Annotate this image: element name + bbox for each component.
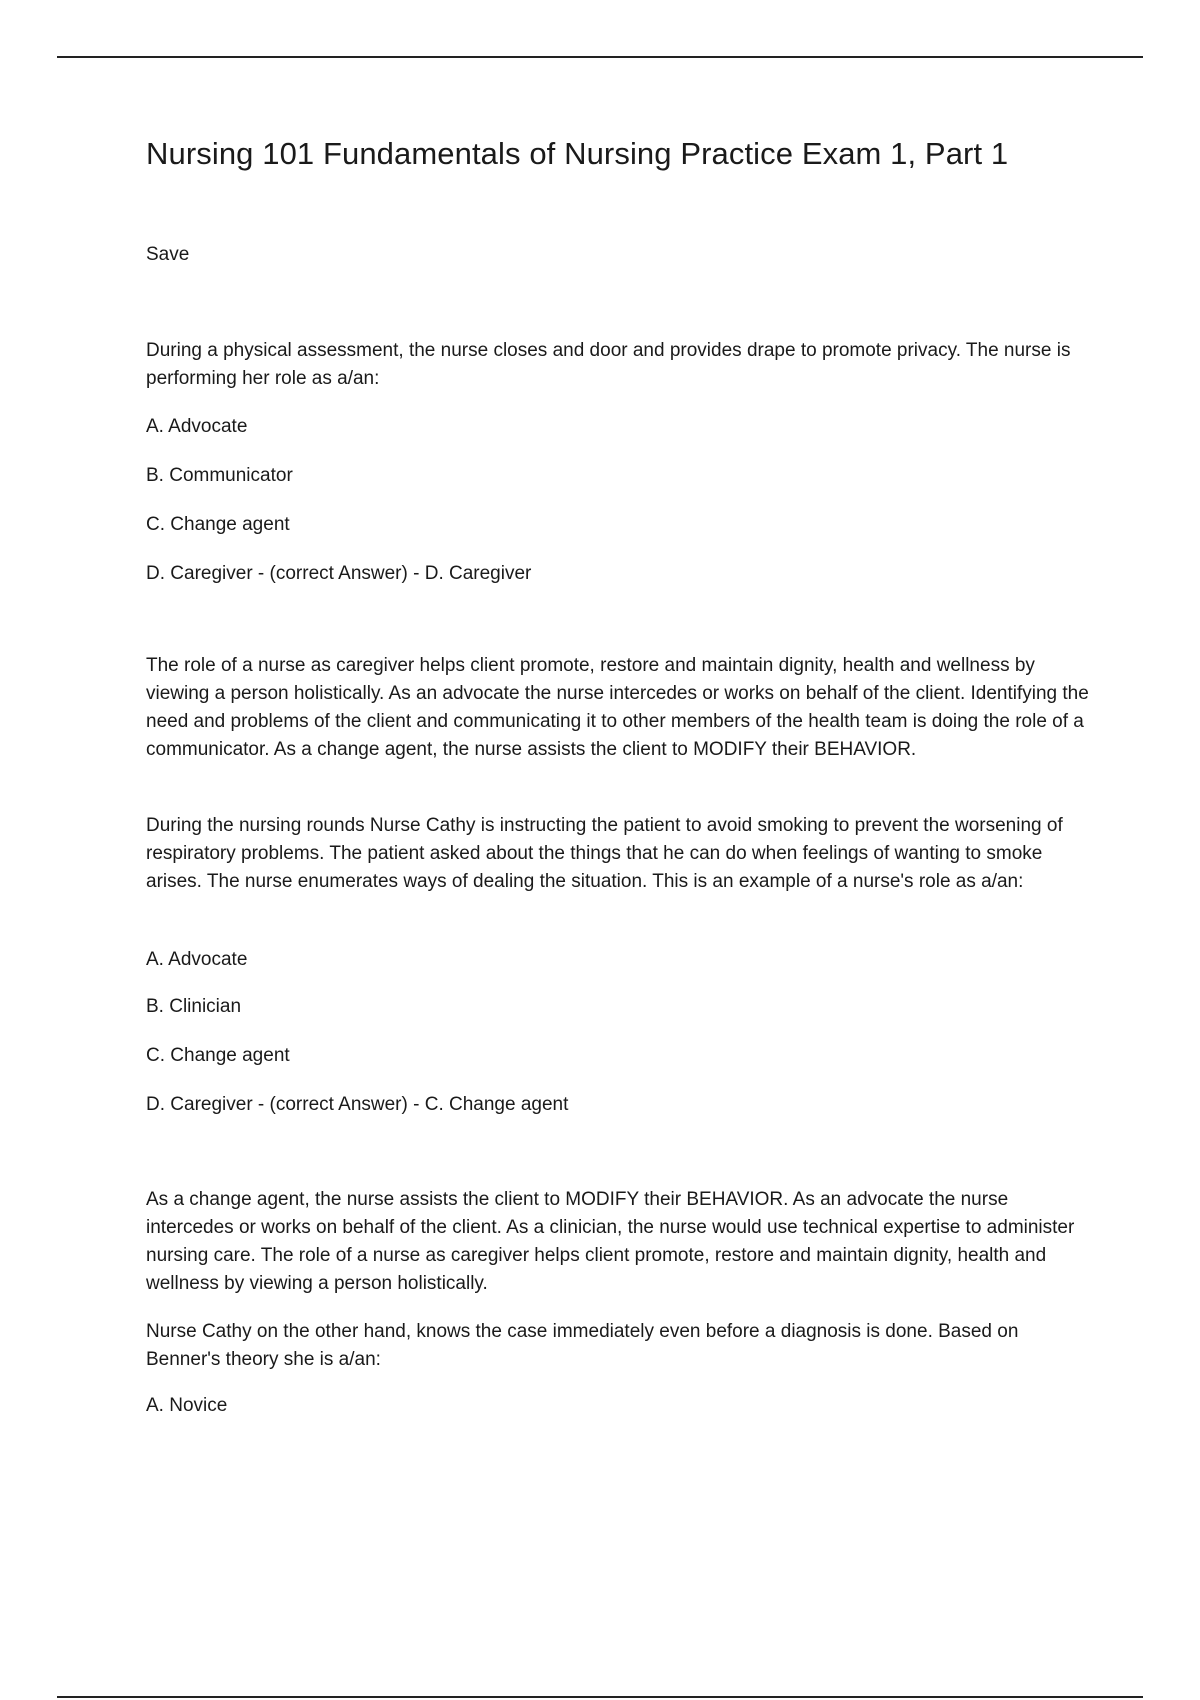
- question-2-option-d: D. Caregiver - (correct Answer) - C. Change agent: [146, 1094, 569, 1115]
- question-1-option-c: C. Change agent: [146, 514, 290, 535]
- save-link[interactable]: Save: [146, 244, 190, 265]
- question-1-option-d: D. Caregiver - (correct Answer) - D. Caregiver: [146, 563, 532, 584]
- question-2-text: During the nursing rounds Nurse Cathy is instructing the patient to avoid smoking to prevent the worsening of respiratory problems. The patient asked about the things that he can do when feelings of wanting to smoke arises. The nurse enumerates ways of dealing the situation. This is an example of a nurse's role as a/an:: [146, 815, 1063, 892]
- bottom-rule: [57, 1696, 1143, 1698]
- top-rule: [57, 56, 1143, 58]
- question-3-option-a: A. Novice: [146, 1395, 228, 1416]
- question-3-text: Nurse Cathy on the other hand, knows the case immediately even before a diagnosis is done. Based on Benner's theory she is a/an:: [146, 1321, 1019, 1370]
- question-2-option-c: C. Change agent: [146, 1045, 290, 1066]
- question-1-text: During a physical assessment, the nurse closes and door and provides drape to promote privacy. The nurse is performing her role as a/an:: [146, 340, 1071, 389]
- question-2-rationale: As a change agent, the nurse assists the client to MODIFY their BEHAVIOR. As an advocate the nurse intercedes or works on behalf of the client. As a clinician, the nurse would use technical expertise to administer nursing care. The role of a nurse as caregiver helps client promote, restore and maintain dignity, health and wellness by viewing a person holistically.: [146, 1189, 1075, 1294]
- question-1-rationale: The role of a nurse as caregiver helps client promote, restore and maintain dignity, health and wellness by viewing a person holistically. As an advocate the nurse intercedes or works on behalf of the client. Identifying the need and problems of the client and communicating it to other members of the health team is doing the role of a communicator. As a change agent, the nurse assists the client to MODIFY their BEHAVIOR.: [146, 655, 1089, 760]
- question-2-option-b: B. Clinician: [146, 996, 242, 1017]
- question-1-option-a: A. Advocate: [146, 416, 248, 437]
- question-1-option-b: B. Communicator: [146, 465, 293, 486]
- document-title: Nursing 101 Fundamentals of Nursing Practice Exam 1, Part 1: [146, 136, 1009, 171]
- question-2-option-a: A. Advocate: [146, 949, 248, 970]
